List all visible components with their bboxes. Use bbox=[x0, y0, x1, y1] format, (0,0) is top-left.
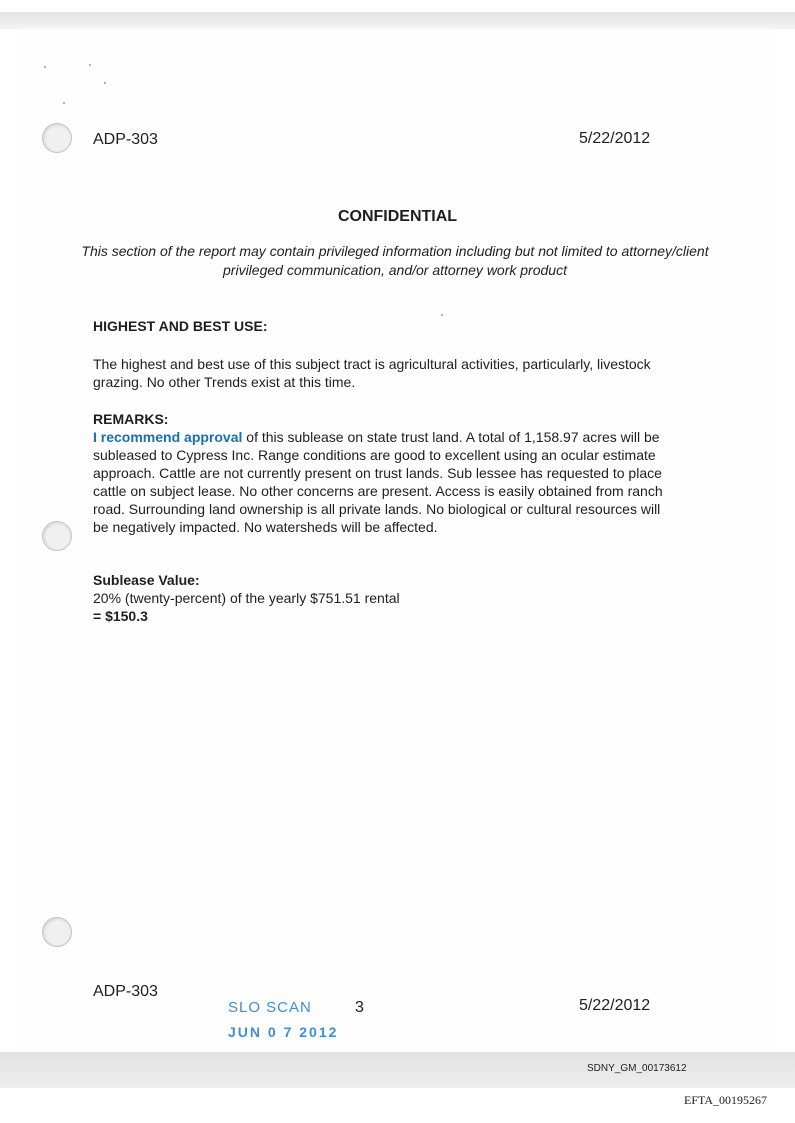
header-doc-id: ADP-303 bbox=[93, 131, 158, 148]
scan-speck bbox=[89, 64, 91, 66]
scan-stamp-date: JUN 0 7 2012 bbox=[228, 1024, 339, 1040]
punch-hole-bottom bbox=[42, 917, 72, 947]
scan-speck bbox=[441, 314, 443, 316]
bates-number: SDNY_GM_00173612 bbox=[587, 1063, 687, 1074]
scan-speck bbox=[104, 82, 106, 84]
scan-stamp: SLO SCAN bbox=[228, 999, 312, 1016]
remarks-paragraph bbox=[93, 428, 673, 536]
page-number: 3 bbox=[355, 999, 364, 1016]
scan-speck bbox=[63, 102, 65, 104]
footer-doc-id: ADP-303 bbox=[93, 983, 158, 1000]
page-title: CONFIDENTIAL bbox=[337, 208, 458, 225]
sublease-value-heading: Sublease Value: bbox=[93, 572, 200, 588]
footer-date: 5/22/2012 bbox=[579, 997, 651, 1014]
remarks-text: of this sublease on state trust land. A total of 1,158.97 acres will be subleased to Cypress Inc. Range conditions are good to excellent using an ocular estimate approach. Cattle are not currently present on trust lands. Sub lessee has requested to place cattle on subject lease. No other concerns are present. Access is easily obtained from ranch road. Surrounding land ownership is all private lands. No biological or cultural resources will be negatively impacted. No watersheds will be affected. bbox=[93, 429, 663, 535]
highest-best-use-heading: HIGHEST AND BEST USE: bbox=[93, 318, 268, 334]
confidentiality-disclaimer: This section of the report may contain privileged information including but not limited to attorney/client privileged communication, and/or attorney work product bbox=[81, 243, 709, 278]
punch-hole-top bbox=[42, 123, 72, 153]
highest-best-use-text: The highest and best use of this subject tract is agricultural activities, particularly, livestock grazing. No other Trends exist at this time. bbox=[93, 356, 651, 390]
page-body bbox=[20, 29, 775, 1052]
recommendation-highlight: I recommend approval bbox=[93, 429, 243, 445]
sublease-value-calculation: 20% (twenty-percent) of the yearly $751.51 rental bbox=[93, 590, 400, 606]
sublease-value-result: = $150.3 bbox=[93, 608, 148, 624]
efta-number: EFTA_00195267 bbox=[684, 1093, 768, 1107]
remarks-heading: REMARKS: bbox=[93, 411, 169, 427]
scan-speck bbox=[44, 66, 46, 68]
punch-hole-middle bbox=[42, 521, 72, 551]
header-date: 5/22/2012 bbox=[579, 130, 651, 147]
scan-band-top bbox=[0, 12, 795, 29]
